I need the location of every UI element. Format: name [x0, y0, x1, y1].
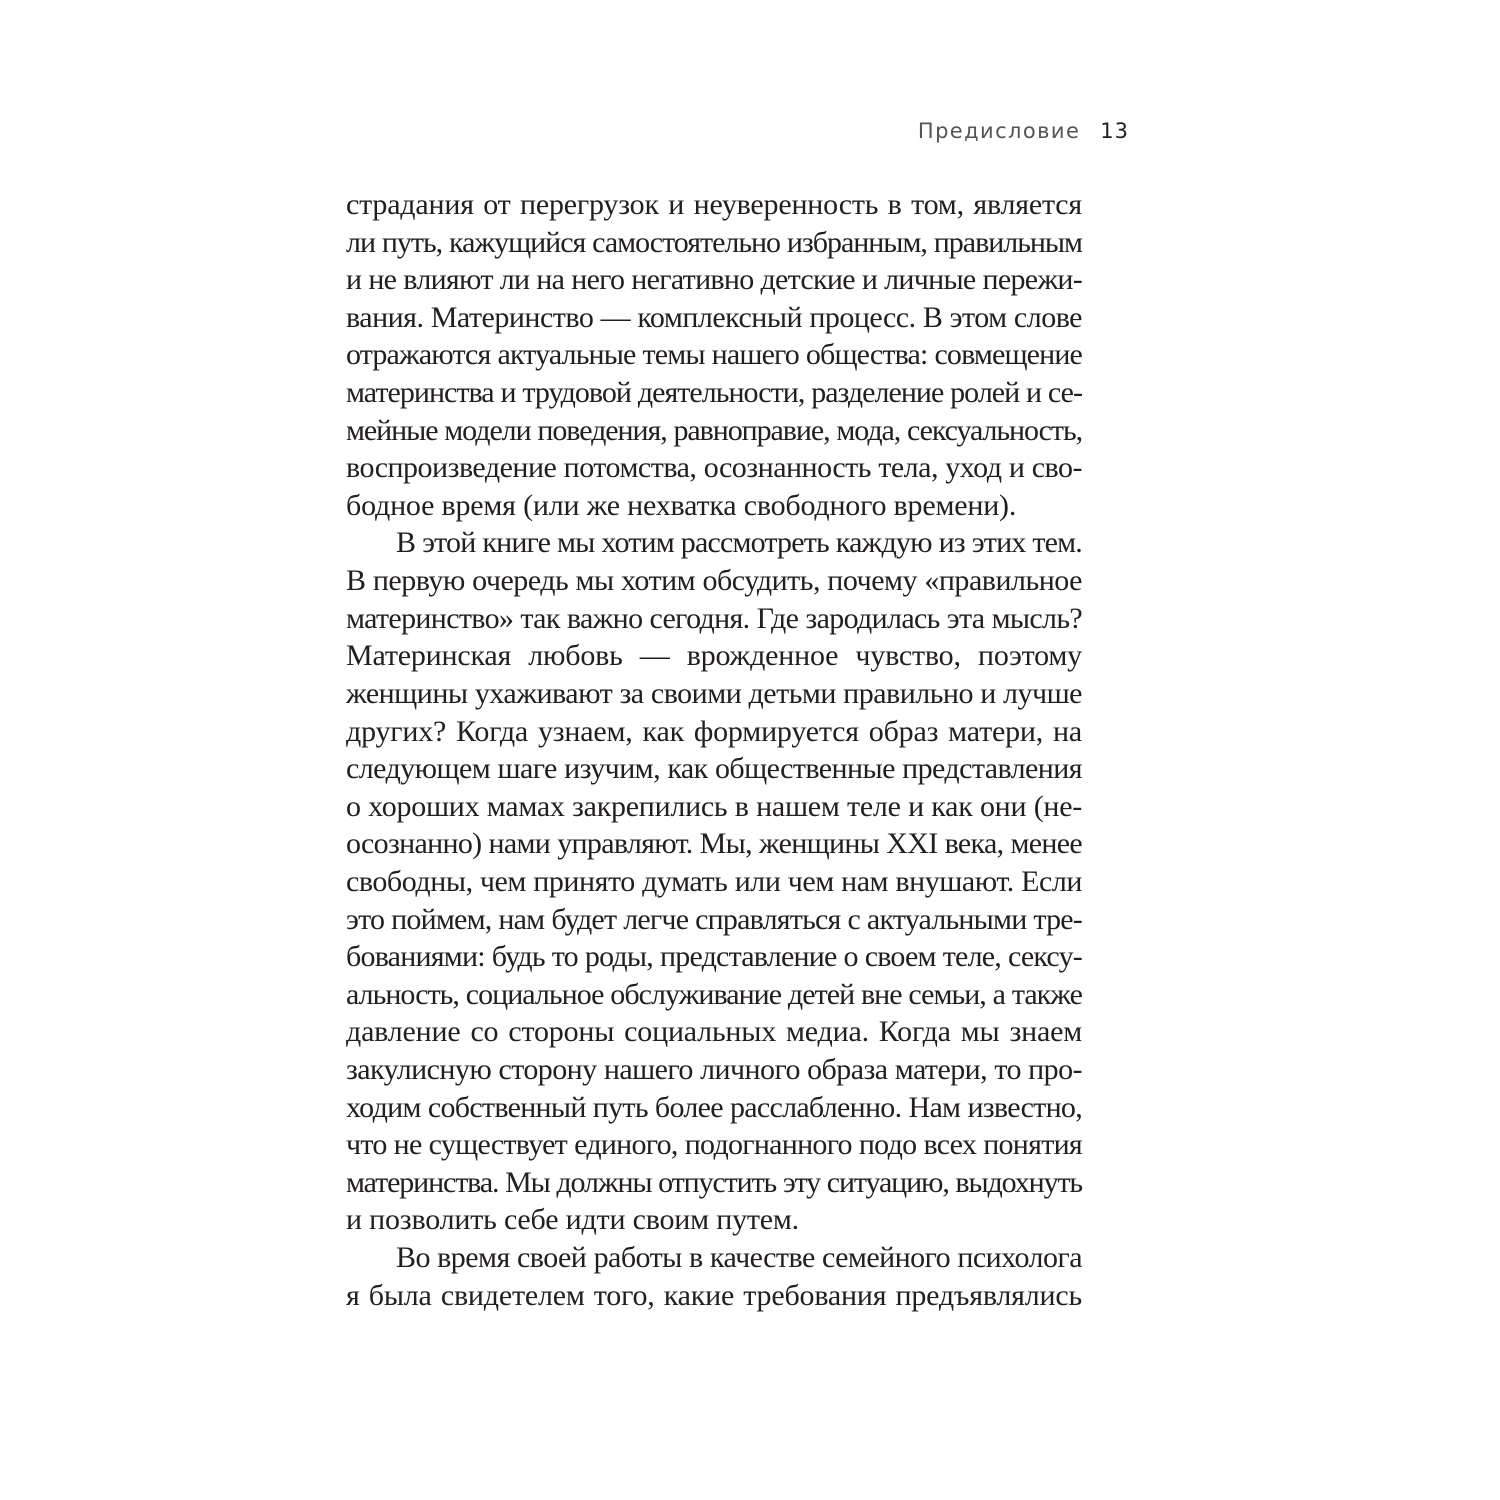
text-line: бодное время (или же нехватка свободного времени). — [346, 488, 1017, 522]
text-line: и позволить себе идти своим путем. — [346, 1203, 799, 1237]
text-line: Во время своей работы в качестве семейного психолога — [396, 1241, 1082, 1275]
page-number: 13 — [1100, 119, 1129, 143]
text-line: осознанно) нами управляют. Мы, женщины XXI века, менее — [346, 827, 1082, 861]
text-line: это поймем, нам будет легче справляться с актуальными тре- — [346, 902, 1082, 936]
text-line: В первую очередь мы хотим обсудить, почему «правильное — [346, 564, 1082, 598]
text-line: давление со стороны социальных медиа. Когда мы знаем — [346, 1015, 1082, 1049]
text-line: материнства и трудовой деятельности, разделение ролей и се- — [346, 376, 1082, 410]
paragraph — [346, 186, 1082, 524]
paragraph — [346, 1239, 1082, 1314]
text-line: В этой книге мы хотим рассмотреть каждую из этих тем. — [396, 526, 1082, 560]
text-line: вания. Материнство — комплексный процесс. В этом слове — [346, 300, 1082, 334]
text-line: бованиями: будь то роды, представление о своем теле, сексу- — [346, 940, 1082, 974]
running-head — [918, 117, 1129, 145]
body-text — [346, 186, 1082, 1314]
text-line: отражаются актуальные темы нашего общества: совмещение — [346, 338, 1082, 372]
section-title: Предисловие — [917, 119, 1081, 143]
text-line: закулисную сторону нашего личного образа матери, то про- — [346, 1053, 1082, 1087]
text-line: ходим собственный путь более расслабленно. Нам известно, — [346, 1090, 1082, 1124]
text-line: других? Когда узнаем, как формируется образ матери, на — [346, 714, 1082, 748]
text-line: ли путь, кажущийся самостоятельно избранным, правильным — [346, 225, 1082, 259]
text-line: мейные модели поведения, равноправие, мода, сексуальность, — [346, 413, 1082, 447]
text-line: материнство» так важно сегодня. Где зародилась эта мысль? — [346, 601, 1082, 635]
text-line: Материнская любовь — врожденное чувство, поэтому — [346, 639, 1082, 673]
text-line: я была свидетелем того, какие требования предъявлялись — [346, 1278, 1082, 1312]
text-line: следующем шаге изучим, как общественные представления — [346, 752, 1082, 786]
text-line: о хороших мамах закрепились в нашем теле и как они (не- — [346, 789, 1082, 823]
text-line: и не влияют ли на него негативно детские и личные пережи- — [346, 263, 1082, 297]
text-line: что не существует единого, подогнанного подо всех понятия — [346, 1128, 1082, 1162]
text-line: страдания от перегрузок и неуверенность в том, является — [346, 188, 1082, 221]
text-line: свободны, чем принято думать или чем нам внушают. Если — [346, 864, 1082, 898]
text-line: воспроизведение потомства, осознанность тела, уход и сво- — [346, 451, 1082, 485]
paragraph — [346, 524, 1082, 1239]
text-line: материнства. Мы должны отпустить эту ситуацию, выдохнуть — [346, 1165, 1082, 1199]
text-line: альность, социальное обслуживание детей вне семьи, а также — [346, 977, 1082, 1011]
text-line: женщины ухаживают за своими детьми правильно и лучше — [346, 676, 1082, 710]
